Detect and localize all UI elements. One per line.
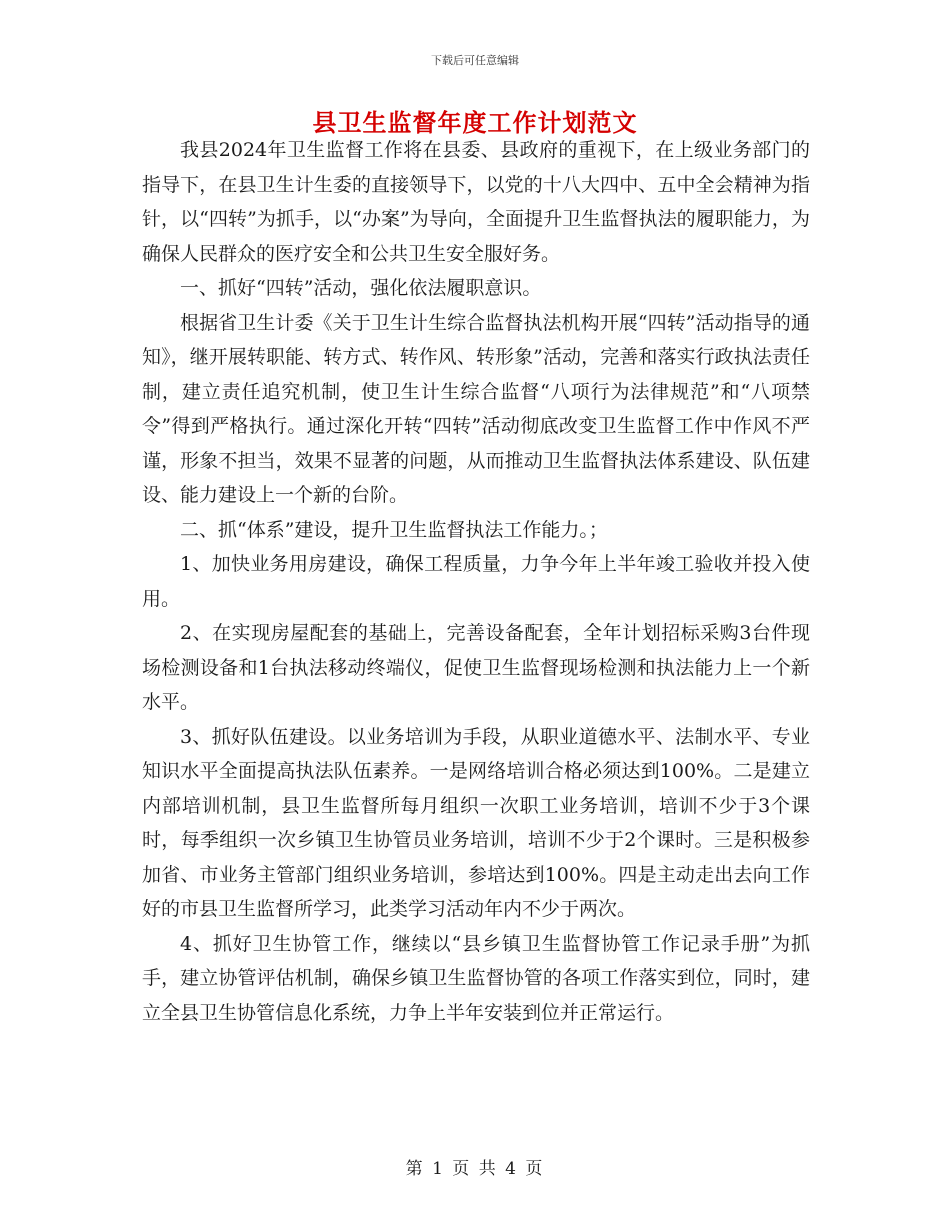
intro-paragraph: 我县2024年卫生监督工作将在县委、县政府的重视下，在上级业务部门的指导下，在县卫生计生委的直接领导下，以党的十八大四中、五中全会精神为指针，以“四转”为抓手，以“办案”为导向，全面提升卫生监督执法的履职能力，为确保人民群众的医疗安全和公共卫生安全服好务。 [142,139,810,265]
document-title: 县卫生监督年度工作计划范文 [312,108,638,137]
section-heading-2: 二、抓“体系”建设，提升卫生监督执法工作能力。； [180,518,608,541]
page-header-note: 下载后可任意编辑 [431,54,519,67]
section-1-paragraph: 根据省卫生计委《关于卫生计生综合监督执法机构开展“四转”活动指导的通知》，继开展转职能、转方式、转作风、转形象”活动，完善和落实行政执法责任制，建立责任追究机制，使卫生计生综合监督“八项行为法律规范”和“八项禁令”得到严格执行。通过深化开转“四转”活动彻底改变卫生监督工作中作风不严谨，形象不担当，效果不显著的问题，从而推动卫生监督执法体系建设、队伍建设、能力建设上一个新的台阶。 [142,311,810,506]
document-body [142,133,810,1030]
list-item-4: 4、抓好卫生协管工作，继续以“县乡镇卫生监督协管工作记录手册”为抓手，建立协管评估机制，确保乡镇卫生监督协管的各项工作落实到位，同时，建立全县卫生协管信息化系统，力争上半年安装到位并正常运行。 [142,932,810,1024]
page-number: 第 1 页 共 4 页 [405,1159,545,1179]
list-item-3: 3、抓好队伍建设。以业务培训为手段，从职业道德水平、法制水平、专业知识水平全面提高执法队伍素养。一是网络培训合格必须达到100%。二是建立内部培训机制，县卫生监督所每月组织一次职工业务培训，培训不少于3个课时，每季组织一次乡镇卫生协管员业务培训，培训不少于2个课时。三是积极参加省、市业务主管部门组织业务培训，参培达到100%。四是主动走出去向工作好的市县卫生监督所学习，此类学习活动年内不少于两次。 [142,725,810,920]
list-item-2: 2、在实现房屋配套的基础上，完善设备配套，全年计划招标采购3台件现场检测设备和1台执法移动终端仪，促使卫生监督现场检测和执法能力上一个新水平。 [142,622,810,713]
section-heading-1: 一、抓好“四转”活动，强化依法履职意识。 [180,277,542,299]
list-item-1: 1、加快业务用房建设，确保工程质量，力争今年上半年竣工验收并投入使用。 [142,553,810,610]
